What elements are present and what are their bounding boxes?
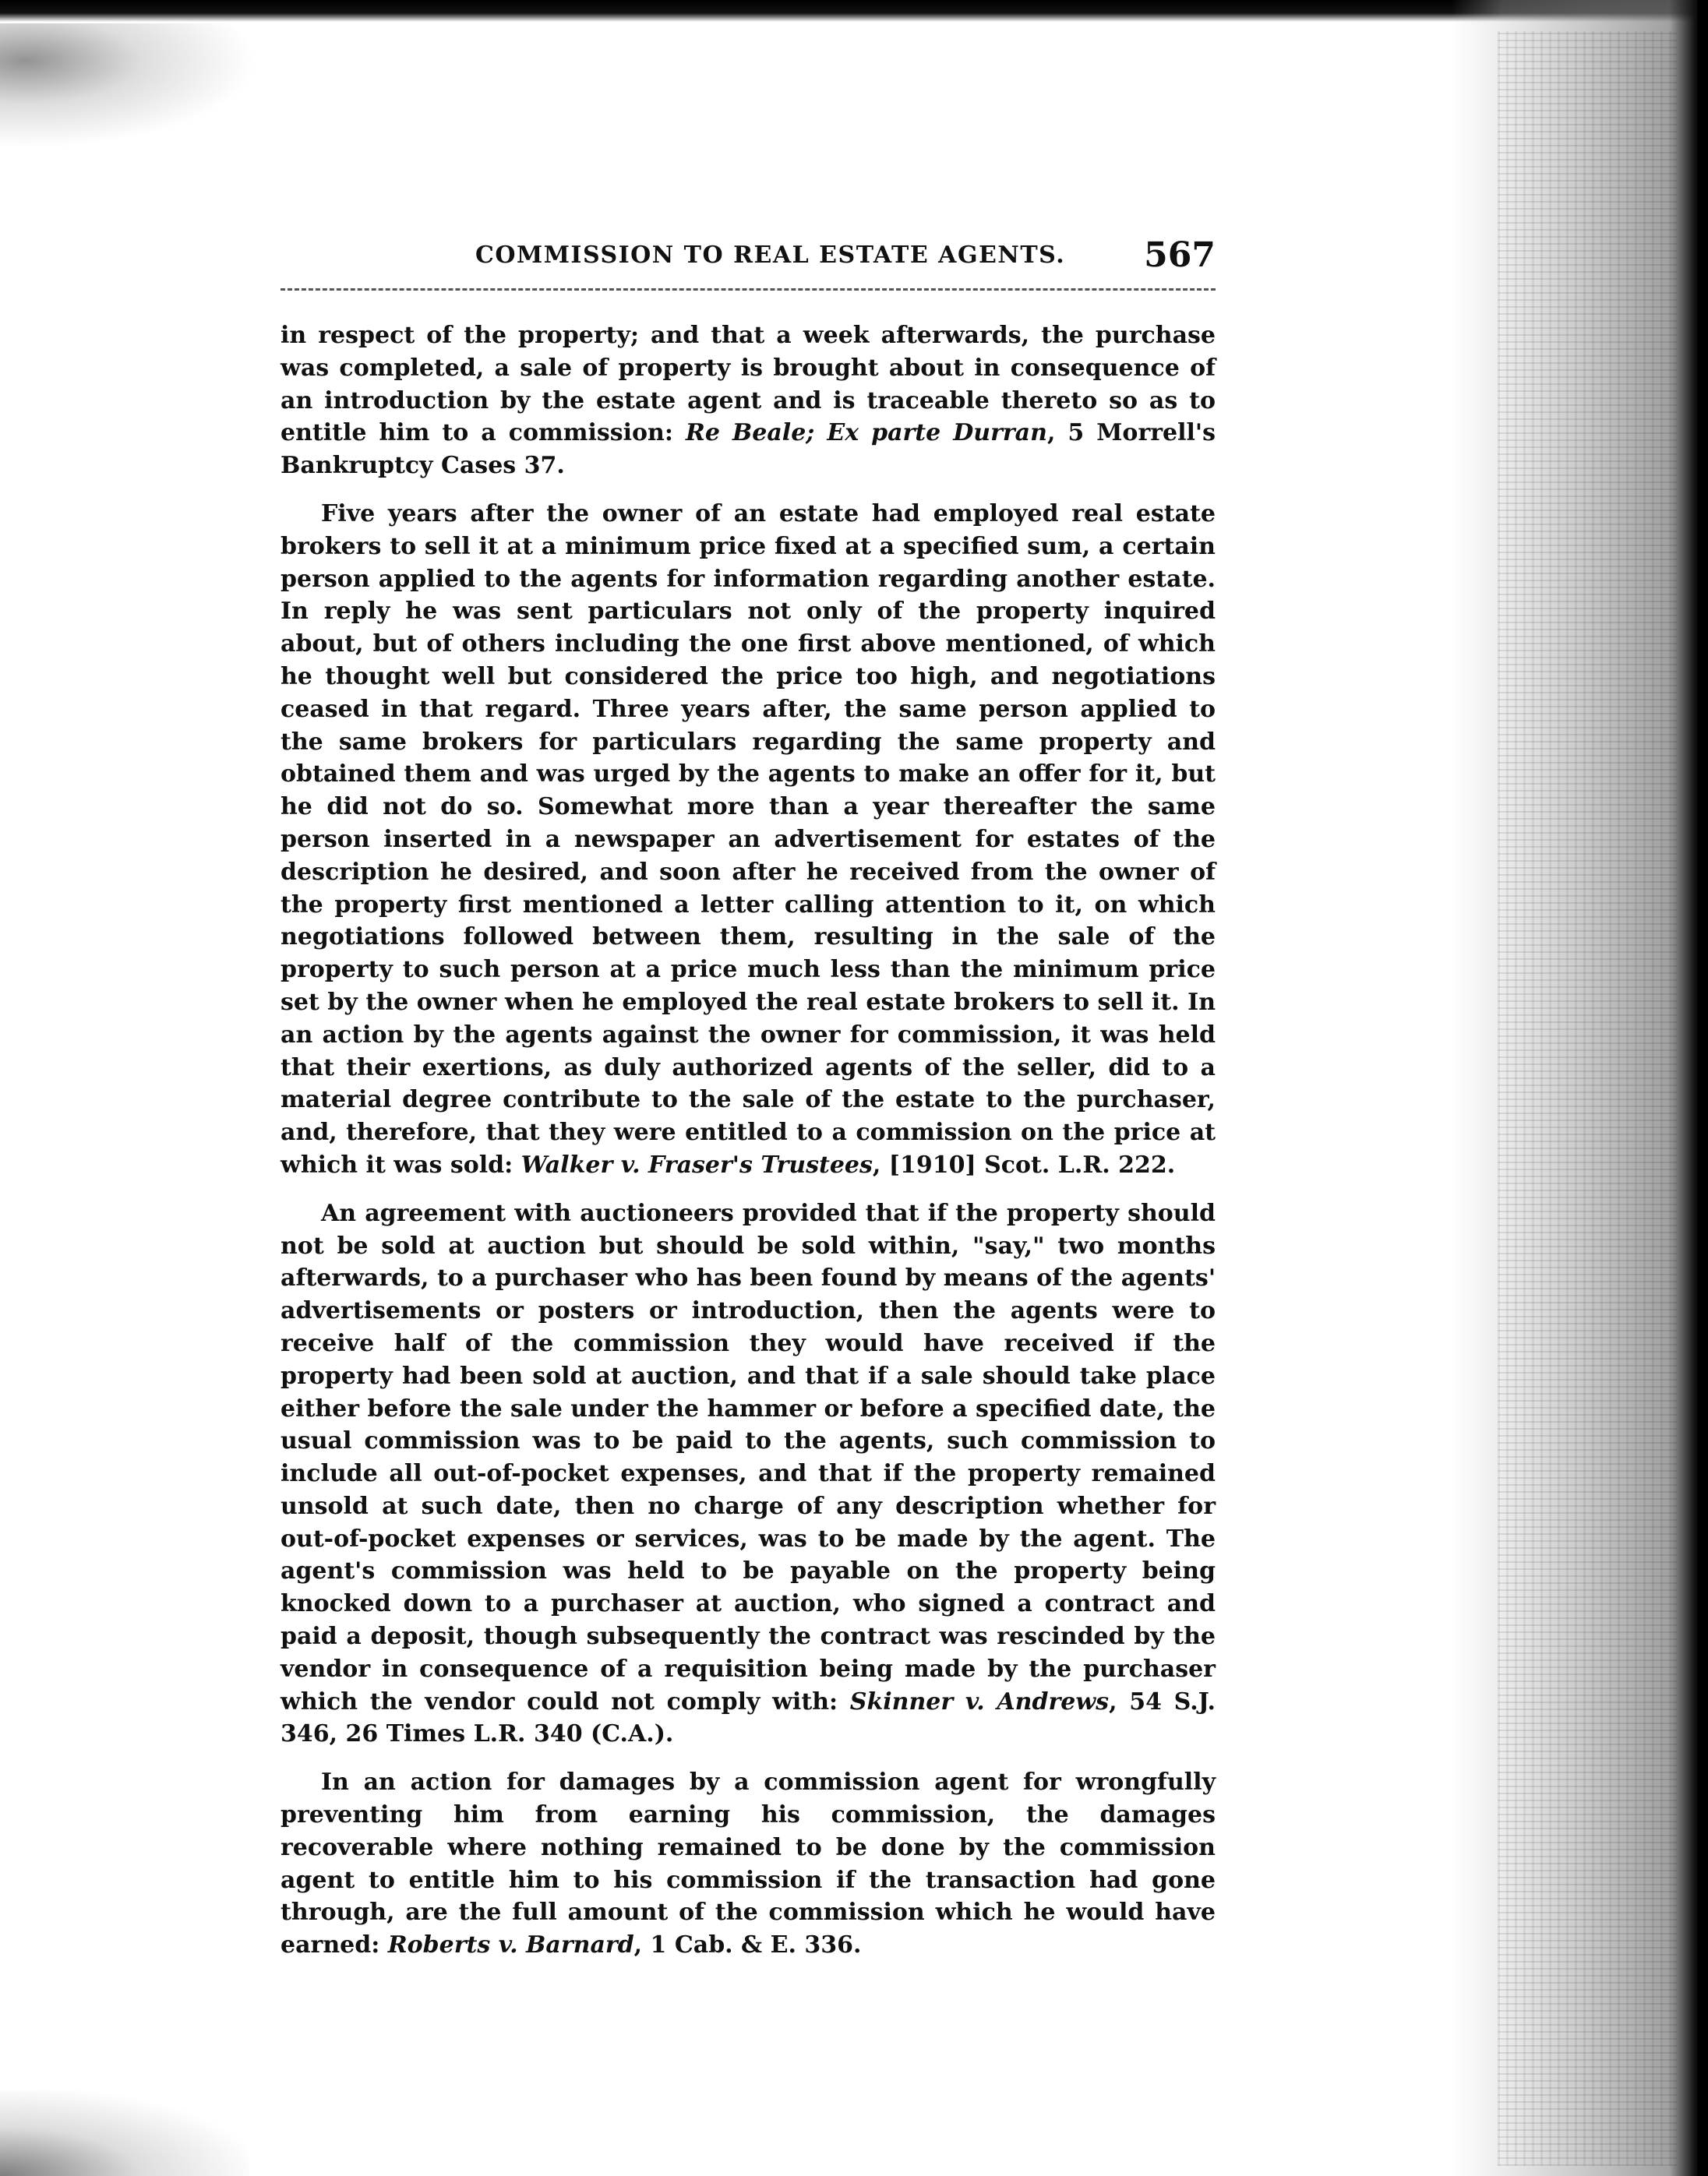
paragraph (281, 1197, 1216, 1751)
paragraph-text: , 1 Cab. & E. 336. (633, 1931, 862, 1959)
paragraph (281, 319, 1216, 482)
paragraph-text: Five years after the owner of an estate had employed real estate brokers to sell it at a minimum price fixed at a specified sum, a certain person applied to the agents for information regarding another estate. In reply he was sent particulars not only of the property inquired about, but of others including the one first above mentioned, of which he thought well but considered the price too high, and negotiations ceased in that regard. Three years after, the same person applied to the same brokers for particulars regarding the same property and obtained them and was urged by the agents to make an offer for it, but he did not do so. Somewhat more than a year thereafter the same person inserted in a newspaper an advertisement for estates of the description he desired, and soon after he received from the owner of the property first mentioned a letter calling attention to it, on which negotiations followed between them, resulting in the sale of the property to such person at a price much less than the minimum price set by the owner when he employed the real estate brokers to sell it. In an action by the agents against the owner for commission, it was held that their exertions, as duly authorized agents of the seller, did to a material degree contribute to the sale of the estate to the purchaser, and, therefore, that they were entitled to a commission on the price at which it was sold: (281, 499, 1216, 1179)
paragraph-text: , [1910] Scot. L.R. 222. (872, 1151, 1176, 1179)
scan-left-shadow (0, 23, 257, 148)
scan-bottom-shadow (0, 2090, 249, 2176)
case-citation: Re Beale; Ex parte Durran (685, 419, 1047, 447)
paragraph-text: , 5 Morrell's Bankruptcy Cases 37. (281, 419, 1216, 480)
running-head-title: COMMISSION TO REAL ESTATE AGENTS. (475, 242, 1066, 269)
paragraph-text: in respect of the property; and that a week afterwards, the purchase was completed, a sale of property is brought about in consequence of an introduction by the estate agent and is traceable thereto so as to entitle him to a commission: (281, 322, 1216, 447)
case-citation: Skinner v. Andrews (849, 1688, 1110, 1716)
paragraph (281, 1766, 1216, 1962)
paragraph-text: In an action for damages by a commission agent for wrongfully preventing him from earning his commission, the damages recoverable where nothing remained to be done by the commission agent to entitle him to his commission if the transaction had gone through, are the full amount of the commission which he would have earned: (281, 1769, 1216, 1959)
paragraph-text: , 54 S.J. 346, 26 Times L.R. 340 (C.A.). (281, 1688, 1216, 1748)
page-number: 567 (1144, 235, 1216, 275)
case-citation: Walker v. Fraser's Trustees (521, 1151, 873, 1179)
running-head (281, 235, 1216, 287)
paragraph-text: An agreement with auctioneers provided that if the property should not be sold at auction but should be sold within, "say," two months afterwards, to a purchaser who has been found by means of the agents' advertisements or posters or introduction, then the agents were to receive half of the commission they would have received if the property had been sold at auction, and that if a sale should take place either before the sale under the hammer or before a specified date, the usual commission was to be paid to the agents, such commission to include all out-of-pocket expenses, and that if the property remained unsold at such date, then no charge of any description whether for out-of-pocket expenses or services, was to be made by the agent. The agent's commission was held to be payable on the property being knocked down to a purchaser at auction, who signed a contract and paid a deposit, though subsequently the contract was rescinded by the vendor in consequence of a requisition being made by the purchaser which the vendor could not comply with: (281, 1199, 1216, 1716)
scan-right-edge (1697, 0, 1708, 2176)
case-citation: Roberts v. Barnard (387, 1931, 634, 1959)
paragraph (281, 498, 1216, 1182)
body-text (281, 319, 1216, 1962)
scan-right-noise (1498, 31, 1677, 2166)
header-rule (281, 288, 1216, 291)
